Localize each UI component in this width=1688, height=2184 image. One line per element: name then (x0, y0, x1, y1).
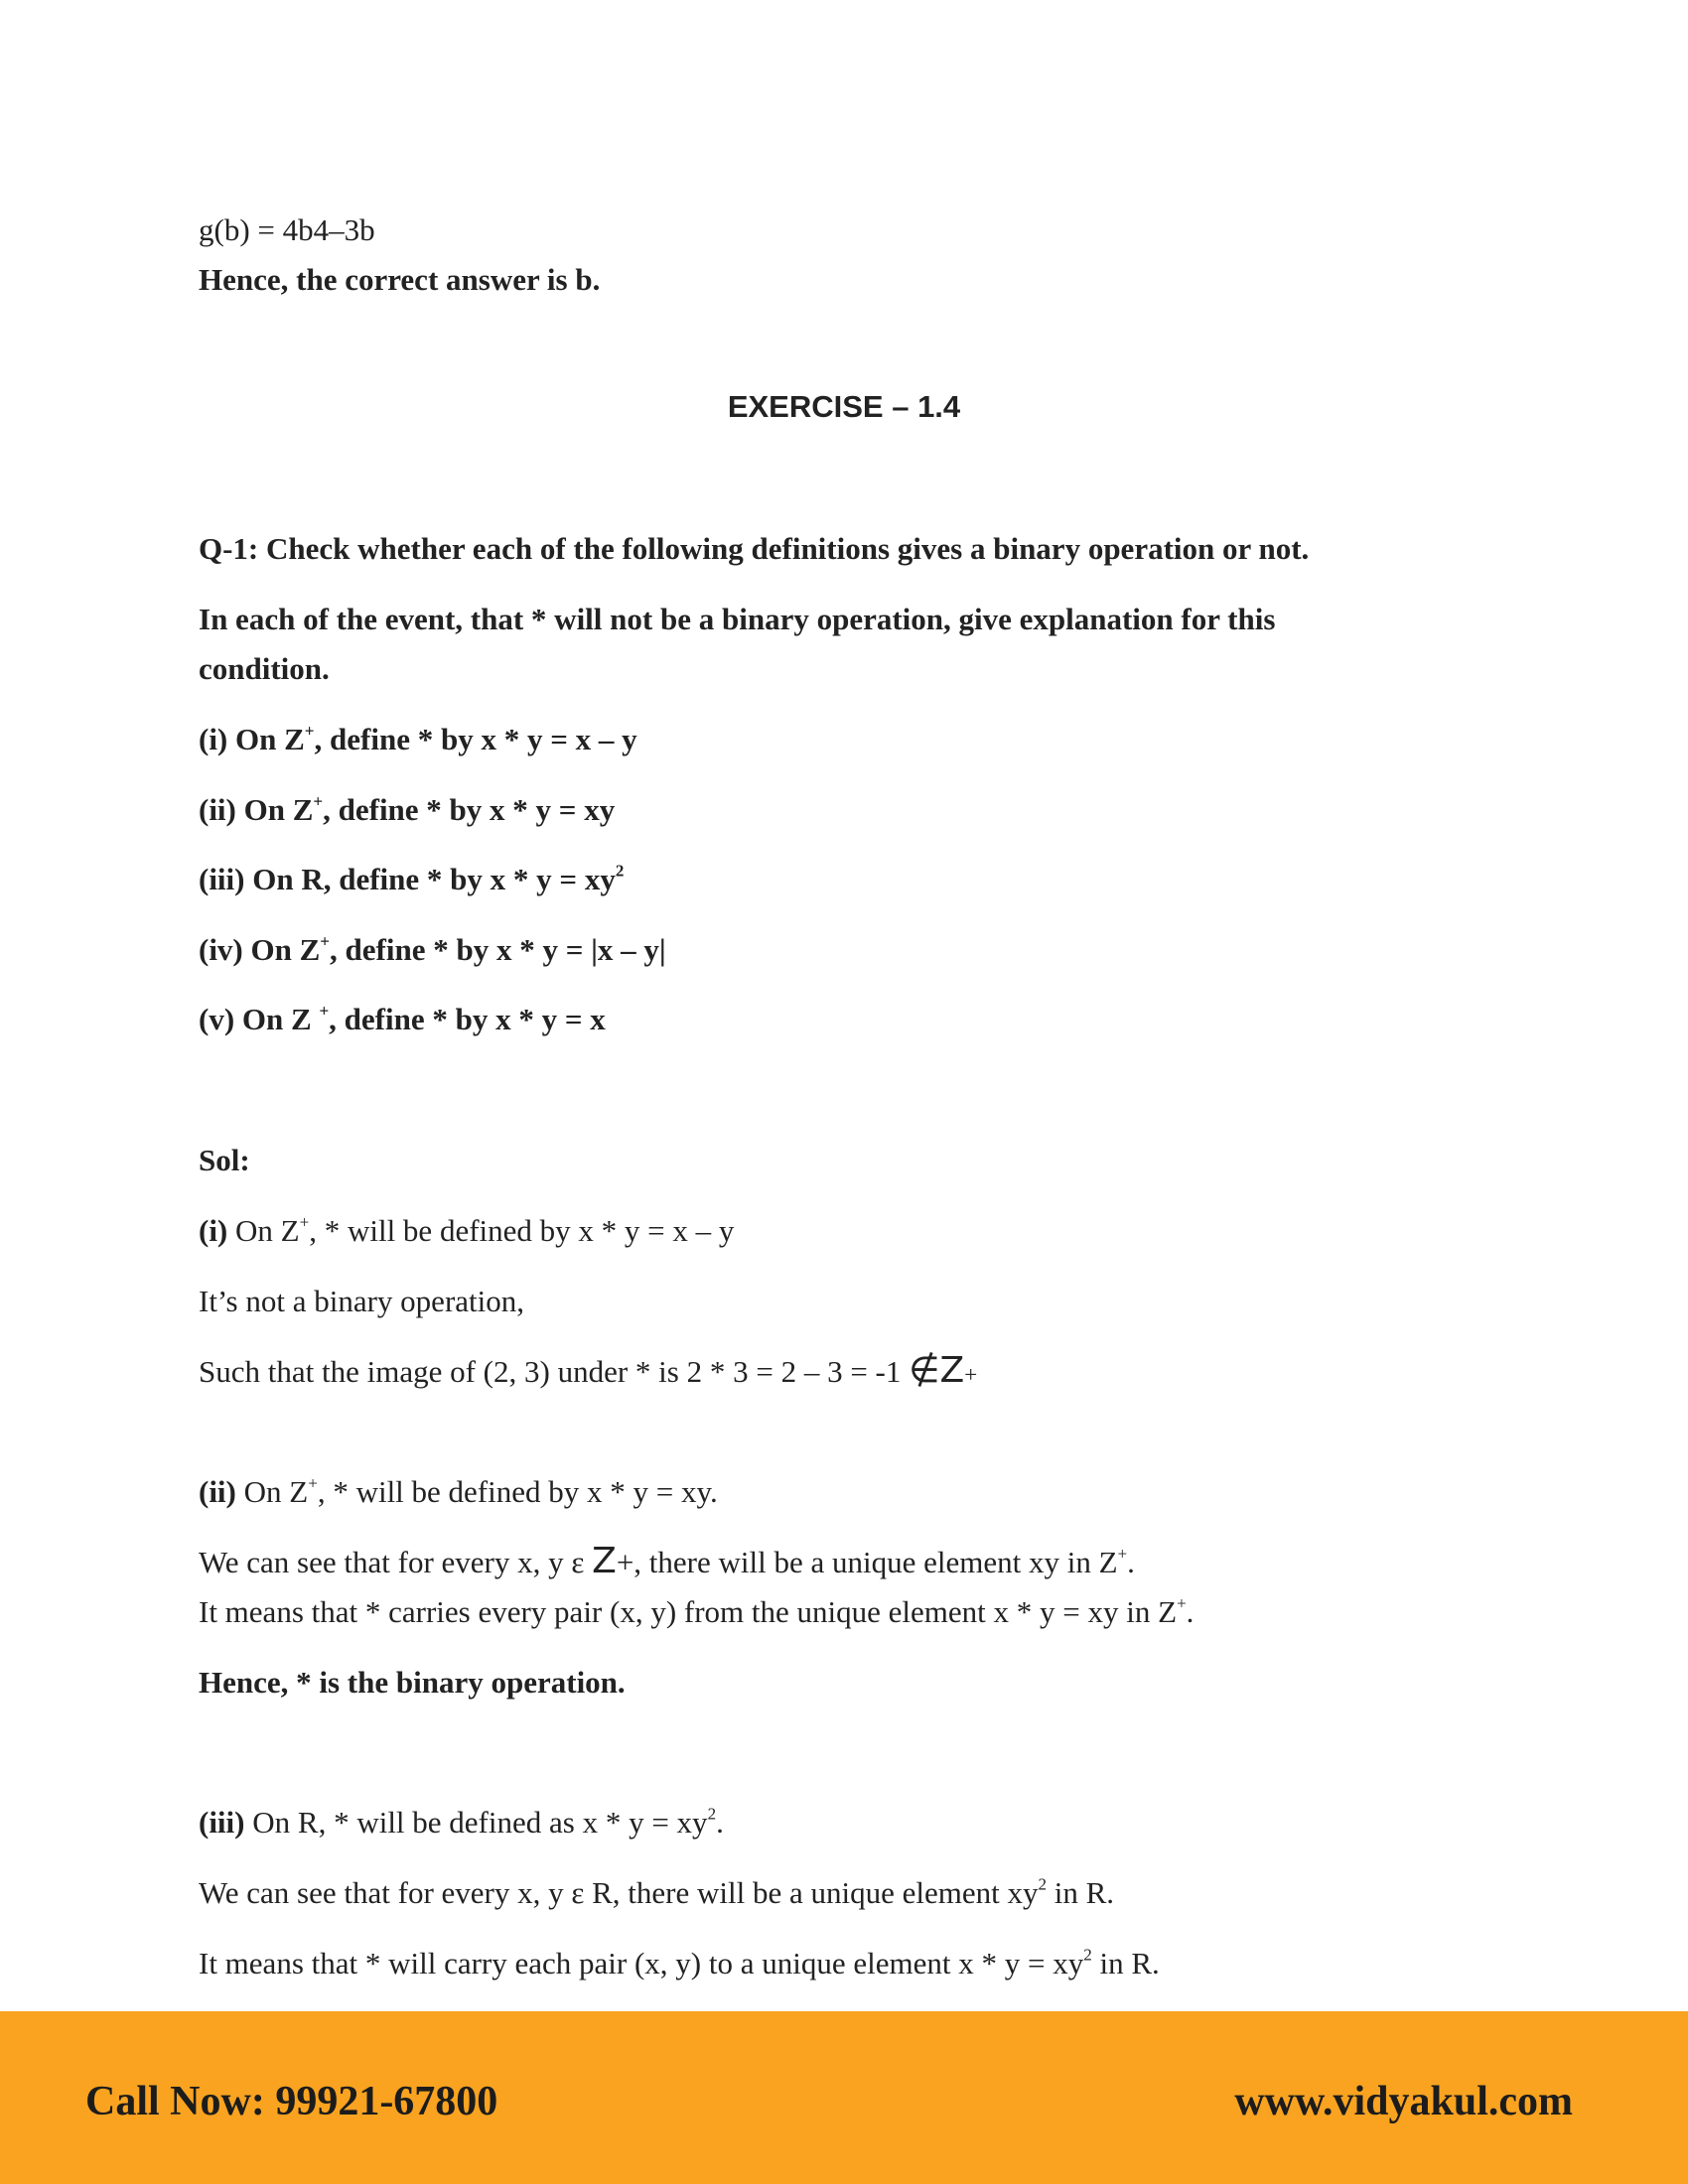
footer-banner (0, 2011, 1688, 2184)
solution-ii-line-2: We can see that for every x, y ε Z+, there will be a unique element xy in Z+. (199, 1541, 1135, 1581)
question-item-iii: (iii) On R, define * by $x * y = xy^2$ (199, 861, 625, 896)
solution-ii-line-3: It means that * carries every pair (x, y) from the unique element x * y = xy in Z+. (199, 1593, 1195, 1629)
solution-iii-line-3: It means that * will carry each pair (x, y) to a unique element $x * y = xy^2$ in R. (199, 1945, 1160, 1980)
question-item-ii: (ii) On Z+, define * by x * y = xy (199, 791, 616, 827)
solution-i-line-3: Such that the image of (2, 3) under * is 2 * 3 = 2 – 3 = -1 ∉Z+ (199, 1350, 978, 1391)
question-line-2: In each of the event, that * will not be a binary operation, give explanation for this (199, 602, 1276, 636)
question-line-1: Q-1: Check whether each of the following definitions gives a binary operation or not. (199, 531, 1310, 566)
question-line-3: condition. (199, 651, 330, 686)
website-link[interactable]: www.vidyakul.com (1234, 2079, 1573, 2124)
gb-formula-line: g(b) = 4b4–3b (199, 212, 375, 247)
solution-i-line-2: It’s not a binary operation, (199, 1284, 524, 1318)
solution-iii-line-2: We can see that for every x, y ε R, there will be a unique element $xy^2$ in R. (199, 1874, 1115, 1910)
exercise-title: EXERCISE – 1.4 (727, 389, 961, 424)
answer-conclusion: Hence, the correct answer is b. (199, 262, 601, 297)
solution-i-line-1: (i) On Z+, * will be defined by x * y = x – y (199, 1212, 735, 1248)
call-now-link[interactable]: Call Now: 99921-67800 (85, 2079, 498, 2124)
solution-iii-line-1: (iii) On R, * will be defined as $x * y = xy^2$. (199, 1804, 724, 1840)
question-item-iv: (iv) On Z+, define * by x * y = |x – y| (199, 931, 666, 967)
solution-ii-line-1: (ii) On Z+, * will be defined by x * y = xy. (199, 1473, 718, 1509)
solution-ii-conclusion: Hence, * is the binary operation. (199, 1665, 626, 1700)
question-item-i: (i) On Z+, define * by x * y = x – y (199, 721, 637, 756)
question-item-v: (v) On Z +, define * by x * y = x (199, 1001, 606, 1036)
solution-label: Sol: (199, 1143, 250, 1177)
